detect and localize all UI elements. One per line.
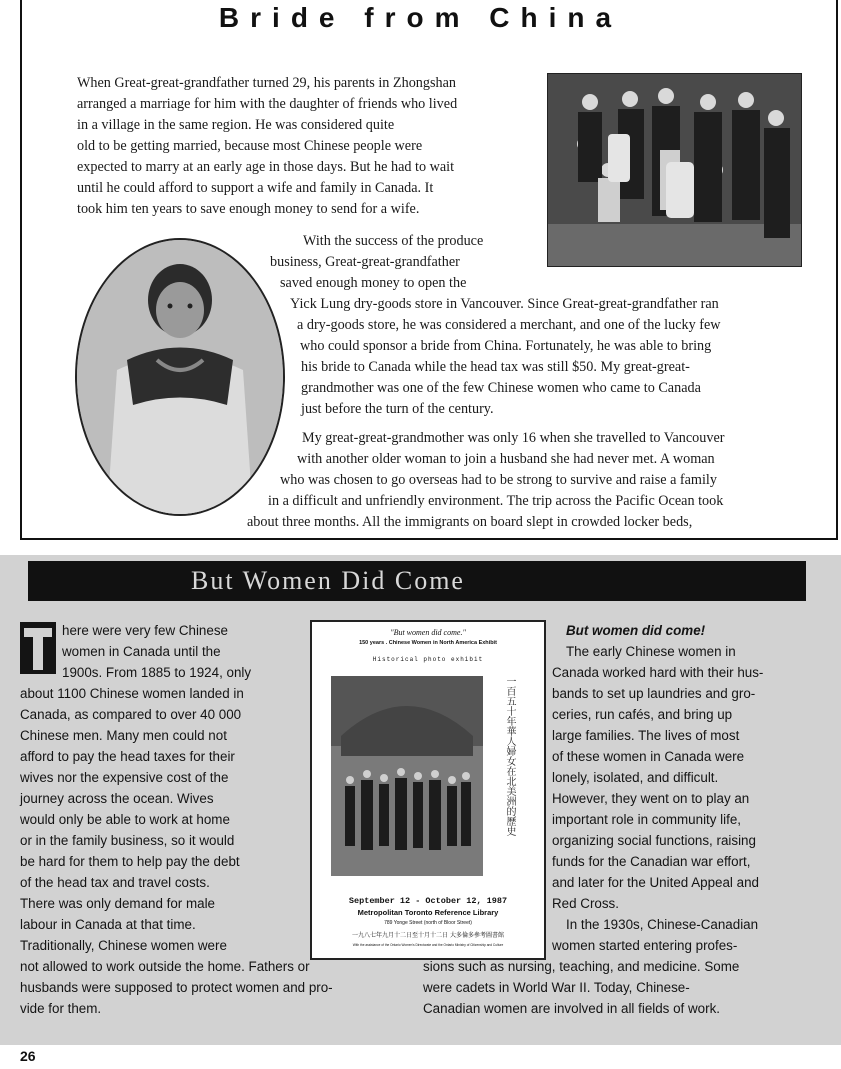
column-text-line: Canada worked hard with their hus- [552, 665, 764, 680]
body-text-line: Yick Lung dry-goods store in Vancouver. Since Great-great-grandfather ran [290, 296, 719, 312]
column-text-line: lonely, isolated, and difficult. [552, 770, 719, 785]
body-text-line: about three months. All the immigrants on board slept in crowded locker beds, [247, 514, 693, 530]
poster-address: 789 Yonge Street (north of Bloor Street) [384, 920, 472, 926]
column-text-line: and later for the United Appeal and [552, 875, 759, 890]
body-text-line: just before the turn of the century. [301, 401, 494, 417]
column-text-line: of the head tax and travel costs. [20, 875, 210, 890]
body-text-line: When Great-great-grandfather turned 29, his parents in Zhongshan [77, 75, 456, 91]
body-text-line: old to be getting married, because most Chinese people were [77, 138, 423, 154]
poster-historical-photo [331, 676, 483, 876]
body-text-line: grandmother was one of the few Chinese women who came to Canada [301, 380, 701, 396]
column-text-line: were cadets in World War II. Today, Chinese- [423, 980, 690, 995]
column-text-line: important role in community life, [552, 812, 742, 827]
poster-chinese-vertical-text: 一百五十年華人婦女在北美洲的歷史 [504, 676, 515, 836]
column-text-line: women started entering profes- [552, 938, 738, 953]
drop-cap [20, 622, 56, 674]
column-text-line: Chinese men. Many men could not [20, 728, 227, 743]
column-text-line: labour in Canada at that time. [20, 917, 196, 932]
body-text-line: expected to marry at an early age in those days. But he had to wait [77, 159, 455, 175]
column-text-line: Canada, as compared to over 40 000 [20, 707, 242, 722]
column-text-line: Traditionally, Chinese women were [20, 938, 227, 953]
body-text-line: saved enough money to open the [280, 275, 467, 291]
column-text-line: Red Cross. [552, 896, 619, 911]
body-text-line: until he could afford to support a wife and family in Canada. It [77, 180, 434, 196]
poster-credit: With the assistance of the Ontario Women's Directorate and the Ontario Ministry of Citizenship and Culture [352, 943, 504, 947]
column-text-line: Canadian women are involved in all fields of work. [423, 1001, 720, 1016]
section-banner-title: But Women Did Come [191, 566, 465, 595]
column-text-line: bands to set up laundries and gro- [552, 686, 756, 701]
poster-venue: Metropolitan Toronto Reference Library [357, 908, 499, 917]
poster-subtitle: 150 years . Chinese Women in North America Exhibit [359, 640, 497, 646]
body-text-line: a dry-goods store, he was considered a merchant, and one of the lucky few [297, 317, 721, 333]
column-text-line: husbands were supposed to protect women and pro- [20, 980, 333, 995]
column-text-line: wives nor the expensive cost of the [20, 770, 229, 785]
body-text-line: in a difficult and unfriendly environment. The trip across the Pacific Ocean took [268, 493, 724, 509]
column-text-line: journey across the ocean. Wives [20, 791, 214, 806]
body-text-line: in a village in the same region. He was considered quite [77, 117, 395, 133]
poster-chinese-footer: 一九八七年九月十二日至十月十二日 大多倫多參考圖書館 [352, 932, 504, 939]
column-text-line: about 1100 Chinese women landed in [20, 686, 244, 701]
poster-quote: "But women did come." [390, 628, 466, 637]
column-text-line: here were very few Chinese [62, 623, 228, 638]
body-text-line: with another older woman to join a husband she had never met. A woman [297, 451, 715, 467]
column-text-line: vide for them. [20, 1001, 102, 1016]
column-text-line: would only be able to work at home [20, 812, 230, 827]
column-text-line: large families. The lives of most [552, 728, 740, 743]
body-text-line: who was chosen to go overseas had to be strong to survive and raise a family [280, 472, 717, 488]
column-text-line: ceries, run cafés, and bring up [552, 707, 733, 722]
body-text-line: My great-great-grandmother was only 16 when she travelled to Vancouver [302, 430, 725, 446]
column-text-line: be hard for them to help pay the debt [20, 854, 240, 869]
column-text-line: organizing social functions, raising [552, 833, 756, 848]
page-number: 26 [20, 1048, 36, 1064]
column-text-line: or in the family business, so it would [20, 833, 235, 848]
poster-dates: September 12 - October 12, 1987 [348, 896, 508, 906]
body-text-line: took him ten years to save enough money to send for a wife. [77, 201, 420, 217]
column-lead-italic: But women did come! [566, 623, 706, 638]
poster-tag: Historical photo exhibit [372, 656, 484, 663]
column-text-line: There was only demand for male [20, 896, 216, 911]
page-title: Bride from China [218, 2, 623, 33]
body-text-line: business, Great-great-grandfather [270, 254, 460, 270]
column-text-line: In the 1930s, Chinese-Canadian [566, 917, 759, 932]
column-text-line: not allowed to work outside the home. Fathers or [20, 959, 310, 974]
column-text-line: of these women in Canada were [552, 749, 745, 764]
body-text-line: his bride to Canada while the head tax was still $50. My great-great- [301, 359, 690, 375]
body-text-line: who could sponsor a bride from China. Fortunately, he was able to bring [300, 338, 712, 354]
column-text-line: funds for the Canadian war effort, [552, 854, 751, 869]
column-text-line: afford to pay the head taxes for their [20, 749, 235, 764]
column-text-line: The early Chinese women in [566, 644, 736, 659]
girl-portrait-photo [75, 238, 285, 516]
column-text-line: women in Canada until the [62, 644, 221, 659]
column-text-line: However, they went on to play an [552, 791, 750, 806]
column-text-line: 1900s. From 1885 to 1924, only [62, 665, 252, 680]
body-text-line: With the success of the produce [303, 233, 484, 249]
body-text-line: arranged a marriage for him with the daughter of friends who lived [77, 96, 458, 112]
family-photo [547, 73, 802, 267]
column-text-line: sions such as nursing, teaching, and medicine. Some [423, 959, 740, 974]
